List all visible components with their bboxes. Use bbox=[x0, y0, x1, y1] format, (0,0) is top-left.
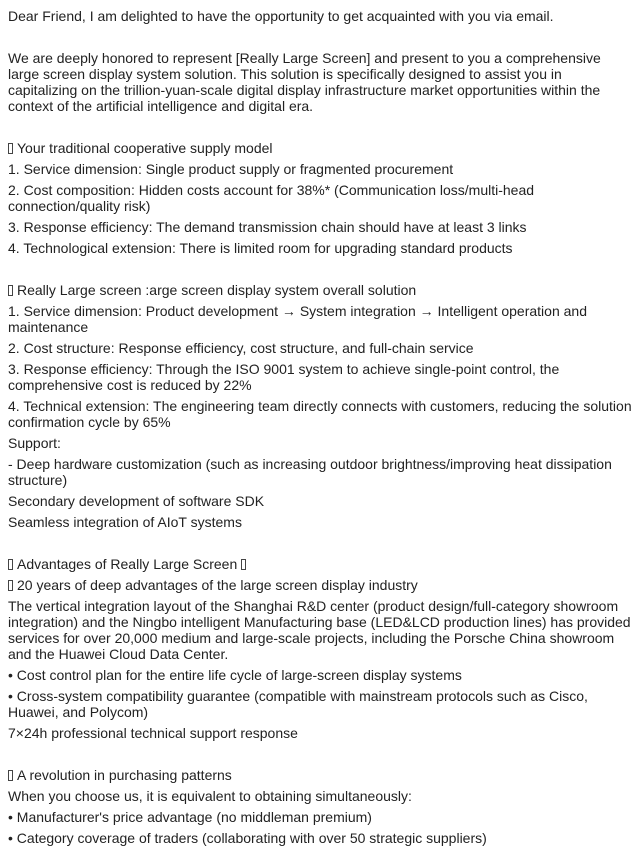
list-item: • Cost control plan for the entire life cycle of large-screen display systems bbox=[8, 667, 462, 683]
list-item: 3. Response efficiency: The demand transmission chain should have at least 3 links bbox=[8, 219, 527, 235]
list-item: • Manufacturer's price advantage (no middleman premium) bbox=[8, 809, 372, 825]
purchasing-heading bbox=[8, 767, 634, 783]
traditional-heading-text: Your traditional cooperative supply model bbox=[17, 140, 273, 156]
list-item: 3. Response efficiency: Through the ISO 9001 system to achieve single-point control, the comprehensive cost is reduced by 22% bbox=[8, 361, 560, 393]
advantages-paragraph: The vertical integration layout of the Shanghai R&D center (product design/full-category showroom integration) and the Ningbo intelligent Manufacturing base (LED&LCD production lines) has provided services for over 20,000 medium and large-scale projects, including the Porsche China showroom and the Huawei Cloud Data Center. bbox=[8, 598, 631, 662]
list-item: • Category coverage of traders (collaborating with over 50 strategic suppliers) bbox=[8, 830, 487, 846]
list-item: 2. Cost composition: Hidden costs account for 38%* (Communication loss/multi-head connection/quality risk) bbox=[8, 182, 535, 214]
list-item: 7×24h professional technical support response bbox=[8, 725, 298, 741]
traditional-heading bbox=[8, 140, 634, 156]
list-item: - Deep hardware customization (such as increasing outdoor brightness/improving heat dissipation structure) bbox=[8, 456, 612, 488]
advantages-heading bbox=[8, 556, 634, 572]
list-item: • Cross-system compatibility guarantee (compatible with mainstream protocols such as Cisco, Huawei, and Polycom) bbox=[8, 688, 588, 720]
solution-heading-text: Really Large screen :arge screen display system overall solution bbox=[17, 282, 417, 298]
purchasing-lead: When you choose us, it is equivalent to obtaining simultaneously: bbox=[8, 788, 412, 804]
list-item: Seamless integration of AIoT systems bbox=[8, 514, 242, 530]
advantages-heading-text: Advantages of Really Large Screen bbox=[17, 556, 238, 572]
greeting-text: Dear Friend, I am delighted to have the opportunity to get acquainted with you via email. bbox=[8, 8, 554, 24]
missing-glyph-icon bbox=[8, 559, 13, 570]
list-item: 4. Technological extension: There is limited room for upgrading standard products bbox=[8, 240, 513, 256]
list-item: 1. Service dimension: Product development → System integration → Intelligent operation and maintenance bbox=[8, 303, 587, 335]
missing-glyph-icon bbox=[8, 580, 13, 591]
missing-glyph-icon bbox=[241, 559, 246, 570]
missing-glyph-icon bbox=[8, 770, 13, 781]
solution-heading bbox=[8, 282, 634, 298]
support-label: Support: bbox=[8, 435, 61, 451]
missing-glyph-icon bbox=[8, 285, 13, 296]
email-body bbox=[8, 8, 634, 851]
intro-paragraph: We are deeply honored to represent [Really Large Screen] and present to you a comprehensive large screen display system solution. This solution is specifically designed to assist you in capitalizing on the trillion-yuan-scale digital display infrastructure market opportunities within the context of the artificial intelligence and digital era. bbox=[8, 50, 601, 114]
advantages-subheading-text: 20 years of deep advantages of the large screen display industry bbox=[17, 577, 418, 593]
missing-glyph-icon bbox=[8, 143, 13, 154]
list-item: 2. Cost structure: Response efficiency, cost structure, and full-chain service bbox=[8, 340, 474, 356]
list-item: 1. Service dimension: Single product supply or fragmented procurement bbox=[8, 161, 454, 177]
list-item: Secondary development of software SDK bbox=[8, 493, 265, 509]
purchasing-heading-text: A revolution in purchasing patterns bbox=[17, 767, 232, 783]
list-item: 4. Technical extension: The engineering team directly connects with customers, reducing the solution confirmation cycle by 65% bbox=[8, 398, 632, 430]
advantages-subheading bbox=[8, 577, 634, 593]
